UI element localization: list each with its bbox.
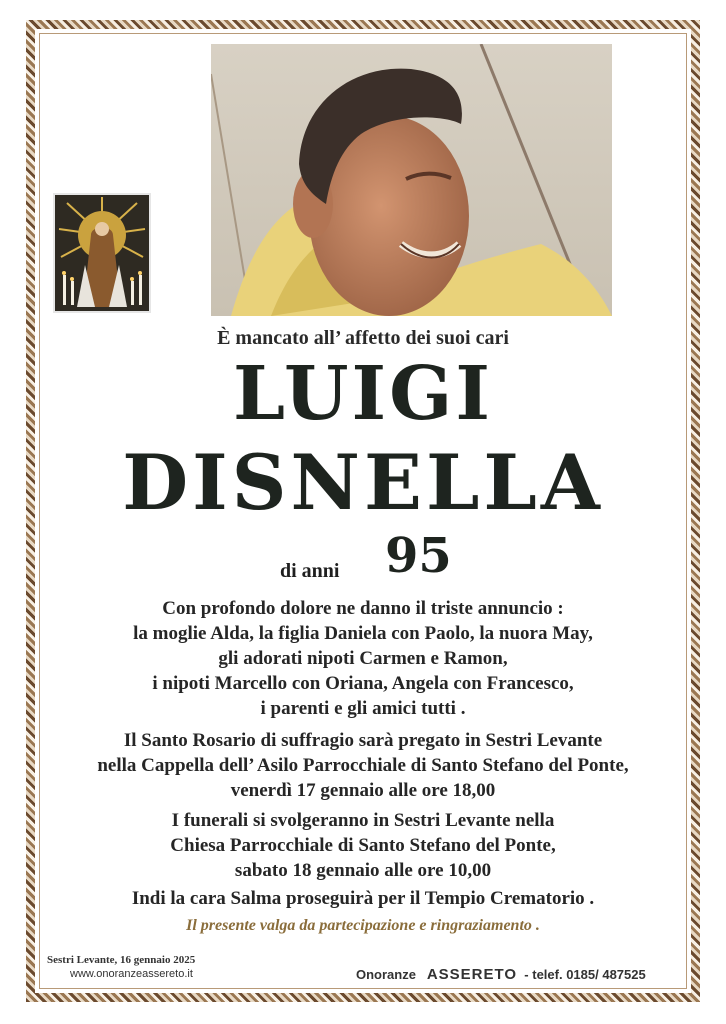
- text-line: venerdì 17 gennaio alle ore 18,00: [230, 780, 496, 801]
- age-value: 95: [385, 528, 452, 584]
- website-link[interactable]: www.onoranzeassereto.it: [70, 968, 193, 980]
- cremation-line: Indi la cara Salma proseguirà per il Tempio Crematorio .: [131, 888, 595, 909]
- first-name: LUIGI: [233, 351, 493, 437]
- age-label: di anni: [280, 560, 340, 582]
- text-line: sabato 18 gennaio alle ore 10,00: [234, 860, 492, 881]
- text-line: la moglie Alda, la figlia Daniela con Paolo, la nuora May,: [133, 623, 593, 644]
- text-line: Chiesa Parrocchiale di Santo Stefano del Ponte,: [170, 835, 556, 856]
- text-line: I funerali si svolgeranno in Sestri Levante nella: [171, 810, 555, 831]
- text-line: Il Santo Rosario di suffragio sarà pregato in Sestri Levante: [123, 730, 603, 751]
- place-date: Sestri Levante, 16 gennaio 2025: [47, 954, 196, 966]
- agency-info: [356, 966, 646, 983]
- portrait-photo: [211, 44, 612, 316]
- text-line: i nipoti Marcello con Oriana, Angela con Francesco,: [152, 673, 574, 694]
- rosary-info: [0, 728, 726, 803]
- family-announcement: [0, 596, 726, 721]
- madonna-icon: [53, 193, 151, 313]
- text-line: i parenti e gli amici tutti .: [260, 698, 466, 719]
- intro-line: È mancato all’ affetto dei suoi cari: [217, 327, 509, 349]
- thanks-line: Il presente valga da partecipazione e ringraziamento .: [186, 917, 540, 934]
- agency-name: ASSERETO: [426, 966, 518, 983]
- agency-prefix: Onoranze: [356, 967, 416, 982]
- funeral-info: [0, 808, 726, 883]
- text-line: gli adorati nipoti Carmen e Ramon,: [218, 648, 508, 669]
- text-line: nella Cappella dell’ Asilo Parrocchiale di Santo Stefano del Ponte,: [97, 755, 629, 776]
- agency-phone: - telef. 0185/ 487525: [524, 967, 646, 982]
- last-name: DISNELLA: [122, 438, 604, 527]
- text-line: Con profondo dolore ne danno il triste annuncio :: [162, 598, 564, 619]
